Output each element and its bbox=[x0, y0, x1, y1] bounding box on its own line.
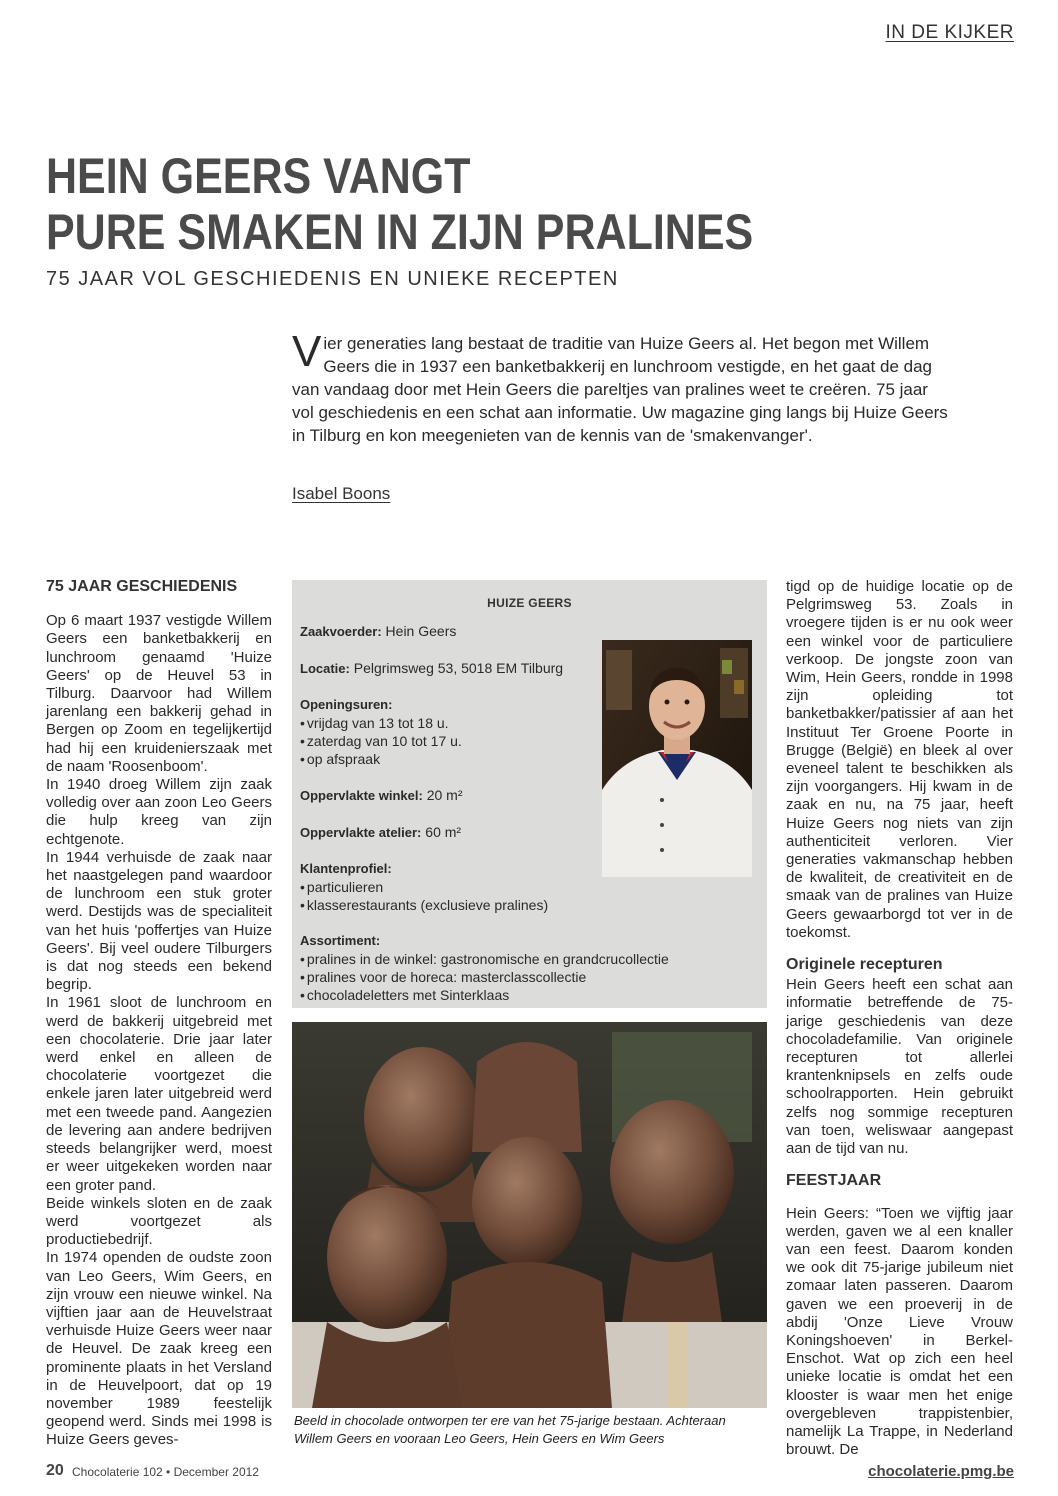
section-heading: FEESTJAAR bbox=[786, 1172, 882, 1190]
intro-text: ier generaties lang bestaat de traditie van Huize Geers al. Het begon met Willem Geers die in 1937 een banketbakkerij en lunchroom vestigde, en het gaat de dag van vandaag door met Hein Geers die pareltjes van pralines weet te creëren. 75 jaar vol geschiedenis en een schat aan informatie. Uw magazine ging langs bij Huize Geers in Tilburg en kon meegenieten van de kennis van de 'smakenvanger'. bbox=[292, 334, 948, 445]
list-item: • particulieren bbox=[300, 878, 760, 896]
list-item: • chocoladeletters met Sinterklaas bbox=[300, 986, 760, 1004]
info-atelier bbox=[300, 823, 600, 842]
info-label: Oppervlakte winkel: bbox=[300, 788, 423, 803]
headline-line-2: PURE SMAKEN IN ZIJN PRALINES bbox=[46, 204, 754, 260]
list-item: • vrijdag van 13 tot 18 u. bbox=[300, 714, 600, 732]
info-label: Klantenprofiel: bbox=[300, 861, 392, 876]
info-label: Openingsuren: bbox=[300, 697, 393, 712]
intro-paragraph bbox=[292, 327, 952, 447]
photo-caption: Beeld in chocolade ontworpen ter ere van het 75-jarige bestaan. Achteraan Willem Geers en vooraan Leo Geers, Hein Geers en Wim Geers bbox=[294, 1413, 726, 1446]
drop-cap: V bbox=[292, 327, 322, 376]
info-box-title: HUIZE GEERS bbox=[487, 596, 572, 610]
section-heading: Originele recepturen bbox=[786, 956, 943, 974]
info-label: Locatie: bbox=[300, 661, 350, 676]
page-title bbox=[46, 148, 872, 260]
paragraph: tigd op de huidige locatie op de Pelgrimsweg 53. Zoals in vroegere tijden is er nu ook weer een winkel voor de particuliere verkoop. De jongste zoon van Wim, Hein Geers, rondde in 1998 zijn opleiding tot banketbakker/patissier af aan het Instituut Ter Groene Poorte in Brugge (België) en bleek al over eveneel talent te beschikken als zijn voorgangers. Hij kwam in de zaak en nu, na 75 jaar, heeft Huize Geers nog niets van zijn authenticiteit verloren. Vier generaties vakmanschap hebben de kwaliteit, de creativiteit en de smaak van de pralines van Huize Geers gewaarborgd tot ver in de toekomst. bbox=[786, 578, 1013, 941]
subtitle: 75 JAAR VOL GESCHIEDENIS EN UNIEKE RECEPTEN bbox=[46, 268, 619, 290]
paragraph: In 1974 openden de oudste zoon van Leo Geers, Wim Geers, en zijn vrouw een nieuwe winkel. Na vijftien jaar aan de Heuvelstraat verhuisde Huize Geers weer naar de Heuvel. De zaak kreeg een prominente plaats in het Versland in de Heuvelpoort, dat op 19 november 1989 feestelijk geopend werd. Sinds mei 1998 is Huize Geers geves- bbox=[46, 1249, 272, 1449]
paragraph: Hein Geers heeft een schat aan informatie betreffende de 75-jarige geschiedenis van deze chocoladefamilie. Van originele recepturen tot allerlei krantenknipsels en zelfs oude schoolrapporten. Hein gebruikt zelfs nog sommige recepturen van toen, weliswaar aangepast aan de tijd van nu. bbox=[786, 976, 1013, 1158]
page-number: 20 bbox=[46, 1462, 64, 1479]
info-label: Assortiment: bbox=[300, 933, 381, 948]
section-heading: 75 JAAR GESCHIEDENIS bbox=[46, 578, 238, 595]
info-assortiment bbox=[300, 932, 760, 1004]
list-item: • pralines voor de horeca: masterclasscollectie bbox=[300, 968, 760, 986]
info-winkel bbox=[300, 786, 600, 805]
paragraph: In 1944 verhuisde de zaak naar het naastgelegen pand waardoor de lunchroom een stuk groter werd. Destijds was de specialiteit van het huis 'poffertjes van Huize Geers'. Bij veel oudere Tilburgers is dat nog steeds een bekend begrip. bbox=[46, 848, 272, 994]
website-link[interactable]: chocolaterie.pmg.be bbox=[868, 1463, 1014, 1480]
info-locatie bbox=[300, 659, 600, 678]
list-item: • pralines in de winkel: gastronomische en grandcrucollectie bbox=[300, 950, 760, 968]
magazine-issue: Chocolaterie 102 • December 2012 bbox=[72, 1465, 259, 1479]
paragraph: In 1961 sloot de lunchroom en werd de bakkerij uitgebreid met een chocolaterie. Drie jaar later werd enkel en alleen de chocolaterie voortgezet die enkele jaren later uitgebreid werd met een tweede pand. Aangezien de levering aan andere bedrijven steeds belangrijker werd, moest er weer uitgekeken worden naar een groter pand. bbox=[46, 994, 272, 1194]
chef-portrait-photo bbox=[602, 640, 752, 877]
author-byline: Isabel Boons bbox=[292, 484, 391, 503]
chocolate-sculpture-photo bbox=[292, 1022, 767, 1408]
left-column bbox=[46, 578, 272, 1450]
info-box-content bbox=[300, 622, 669, 1022]
list-item: • op afspraak bbox=[300, 750, 600, 768]
info-label: Oppervlakte atelier: bbox=[300, 825, 422, 840]
paragraph: Hein Geers: “Toen we vijftig jaar werden, gaven we al een knaller van een feest. Daarom konden we ook dit 75-jarige jubileum niet zomaar laten passeren. Daarom gaven we een proeverij in de abdij 'Onze Lieve Vrouw Koningshoeven' in Berkel-Enschot. Wat op zich een heel unieke locatie is omdat het een klooster is waar men het enige overgebleven trappistenbier, namelijk La Trappe, in Nederland brouwt. De bbox=[786, 1204, 1013, 1459]
right-column bbox=[786, 578, 1013, 1459]
paragraph: Beide winkels sloten en de zaak werd voortgezet als productiebedrijf. bbox=[46, 1194, 272, 1249]
info-value: 60 m² bbox=[421, 824, 462, 840]
list-item: • klasserestaurants (exclusieve pralines) bbox=[300, 896, 760, 914]
headline-line-1: HEIN GEERS VANGT bbox=[46, 148, 471, 204]
paragraph: In 1940 droeg Willem zijn zaak volledig over aan zoon Leo Geers die hulp kreeg van zijn echtgenote. bbox=[46, 776, 272, 848]
info-value: Pelgrimsweg 53, 5018 EM Tilburg bbox=[349, 660, 564, 676]
info-value: 20 m² bbox=[422, 787, 463, 803]
section-tag: IN DE KIJKER bbox=[885, 22, 1014, 43]
info-label: Zaakvoerder: bbox=[300, 624, 382, 639]
list-item: • zaterdag van 10 tot 17 u. bbox=[300, 732, 600, 750]
info-openingsuren bbox=[300, 696, 600, 768]
info-zaakvoerder bbox=[300, 622, 600, 641]
paragraph: Op 6 maart 1937 vestigde Willem Geers een banketbakkerij en lunchroom genaamd 'Huize Geers' op de Heuvel 53 in Tilburg. Daarvoor had Willem jarenlang een bakkerij gehad in Bergen op Zoom en tegelijkertijd had hij een kruidenierszaak met de naam 'Roosenboom'. bbox=[46, 612, 272, 775]
info-value: Hein Geers bbox=[381, 623, 457, 639]
